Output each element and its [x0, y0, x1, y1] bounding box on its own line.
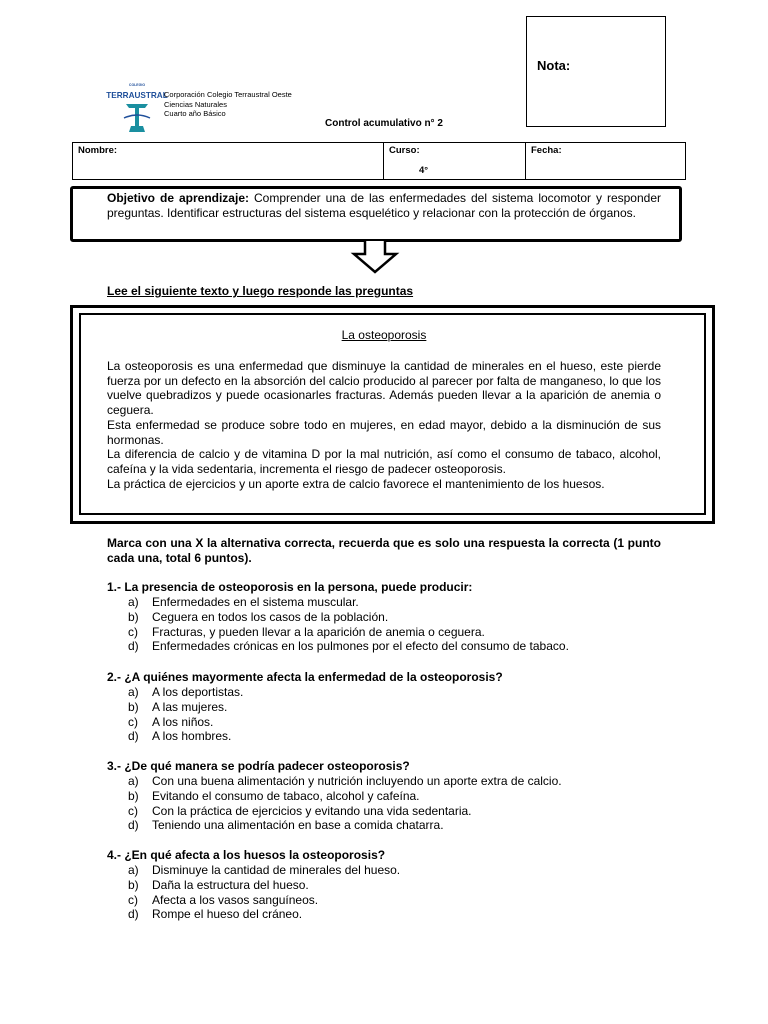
- reading-paragraph: La diferencia de calcio y de vitamina D por la mal nutrición, así como el consumo de tabaco, alcohol, cafeína y la vida sedentaria, incrementa el riesgo de padecer osteoporosis.: [107, 447, 661, 476]
- answer-option-b[interactable]: b) Daña la estructura del hueso.: [128, 877, 309, 892]
- student-info-table: [72, 142, 686, 180]
- question-2: [107, 670, 687, 744]
- question-title: 3.- ¿De qué manera se podría padecer osteoporosis?: [107, 759, 410, 773]
- answer-option-a[interactable]: a) Con una buena alimentación y nutrición incluyendo un aporte extra de calcio.: [128, 774, 562, 788]
- answer-option-b[interactable]: b) Ceguera en todos los casos de la población.: [128, 609, 389, 624]
- reading-paragraph: Esta enfermedad se produce sobre todo en mujeres, en edad mayor, debido a la disminución de sus hormonas.: [107, 417, 661, 447]
- question-title: 1.- La presencia de osteoporosis en la persona, puede producir:: [107, 580, 473, 594]
- answer-option-c[interactable]: c) Con la práctica de ejercicios y evitando una vida sedentaria.: [128, 803, 472, 818]
- reading-title: [0, 328, 768, 342]
- answer-option-c[interactable]: c) A los niños.: [128, 714, 214, 729]
- course-value: 4°: [419, 165, 429, 176]
- name-label: Nombre:: [78, 145, 118, 156]
- course-label: Curso:: [389, 145, 420, 156]
- grade-label: Nota:: [537, 58, 571, 73]
- down-arrow-icon: [352, 240, 398, 274]
- question-1: [107, 580, 687, 654]
- school-info: [164, 90, 292, 119]
- reading-title-text: La osteoporosis: [341, 328, 427, 342]
- name-field[interactable]: [73, 143, 384, 179]
- objective-text: Comprender una de las enfermedades del sistema locomotor y responder preguntas. Identificar estructuras del sistema esquelético y relacionar con la protección de órganos.: [107, 191, 662, 220]
- school-name: Corporación Colegio Terraustral Oeste: [164, 90, 292, 99]
- answer-option-a[interactable]: a) Enfermedades en el sistema muscular.: [128, 595, 359, 609]
- answer-option-c[interactable]: c) Afecta a los vasos sanguíneos.: [128, 892, 319, 907]
- reading-paragraph: La osteoporosis es una enfermedad que disminuye la cantidad de minerales en el hueso, este pierde fuerza por un defecto en la absorción del calcio producido al parecer por falta de manganeso, lo que los vuelve quebradizos y puede ocasionarles fracturas. Además pueden llevar a la aparición de anemia o ceguera.: [107, 359, 661, 418]
- answer-option-d[interactable]: d) Rompe el hueso del cráneo.: [128, 907, 303, 922]
- date-field[interactable]: [526, 143, 687, 179]
- answer-option-d[interactable]: d) A los hombres.: [128, 729, 232, 744]
- answer-option-b[interactable]: b) A las mujeres.: [128, 699, 228, 714]
- reading-paragraph: La práctica de ejercicios y un aporte extra de calcio favorece el mantenimiento de los huesos.: [107, 476, 605, 491]
- question-3: [107, 759, 687, 833]
- answer-option-b[interactable]: b) Evitando el consumo de tabaco, alcohol y cafeína.: [128, 788, 420, 803]
- answer-option-d[interactable]: d) Teniendo una alimentación en base a comida chatarra.: [128, 818, 444, 833]
- question-title: 4.- ¿En qué afecta a los huesos la osteoporosis?: [107, 848, 386, 862]
- answer-option-a[interactable]: a) Disminuye la cantidad de minerales del hueso.: [128, 863, 401, 877]
- school-grade: Cuarto año Básico: [164, 109, 226, 118]
- quiz-instruction: Marca con una X la alternativa correcta, recuerda que es solo una respuesta la correcta (1 punto cada una, total 6 puntos).: [107, 536, 661, 565]
- svg-text:COLEGIO: COLEGIO: [128, 83, 146, 87]
- reading-body: [107, 359, 661, 491]
- school-logo-icon: [106, 82, 168, 134]
- question-title: 2.- ¿A quiénes mayormente afecta la enfermedad de la osteoporosis?: [107, 670, 503, 684]
- answer-option-d[interactable]: d) Enfermedades crónicas en los pulmones por el efecto del consumo de tabaco.: [128, 639, 569, 654]
- question-4: [107, 848, 687, 922]
- objective-label: Objetivo de aprendizaje:: [107, 191, 249, 205]
- page-title: Control acumulativo n° 2: [325, 118, 443, 129]
- logo-text: TERRAUSTRAL: [106, 91, 168, 100]
- date-label: Fecha:: [531, 145, 562, 156]
- answer-option-a[interactable]: a) A los deportistas.: [128, 685, 244, 699]
- school-subject: Ciencias Naturales: [164, 99, 227, 109]
- course-field[interactable]: [384, 143, 526, 179]
- reading-instruction: Lee el siguiente texto y luego responde las preguntas: [107, 284, 414, 298]
- answer-option-c[interactable]: c) Fracturas, y pueden llevar a la aparición de anemia o ceguera.: [128, 624, 485, 639]
- learning-objective: [107, 191, 661, 221]
